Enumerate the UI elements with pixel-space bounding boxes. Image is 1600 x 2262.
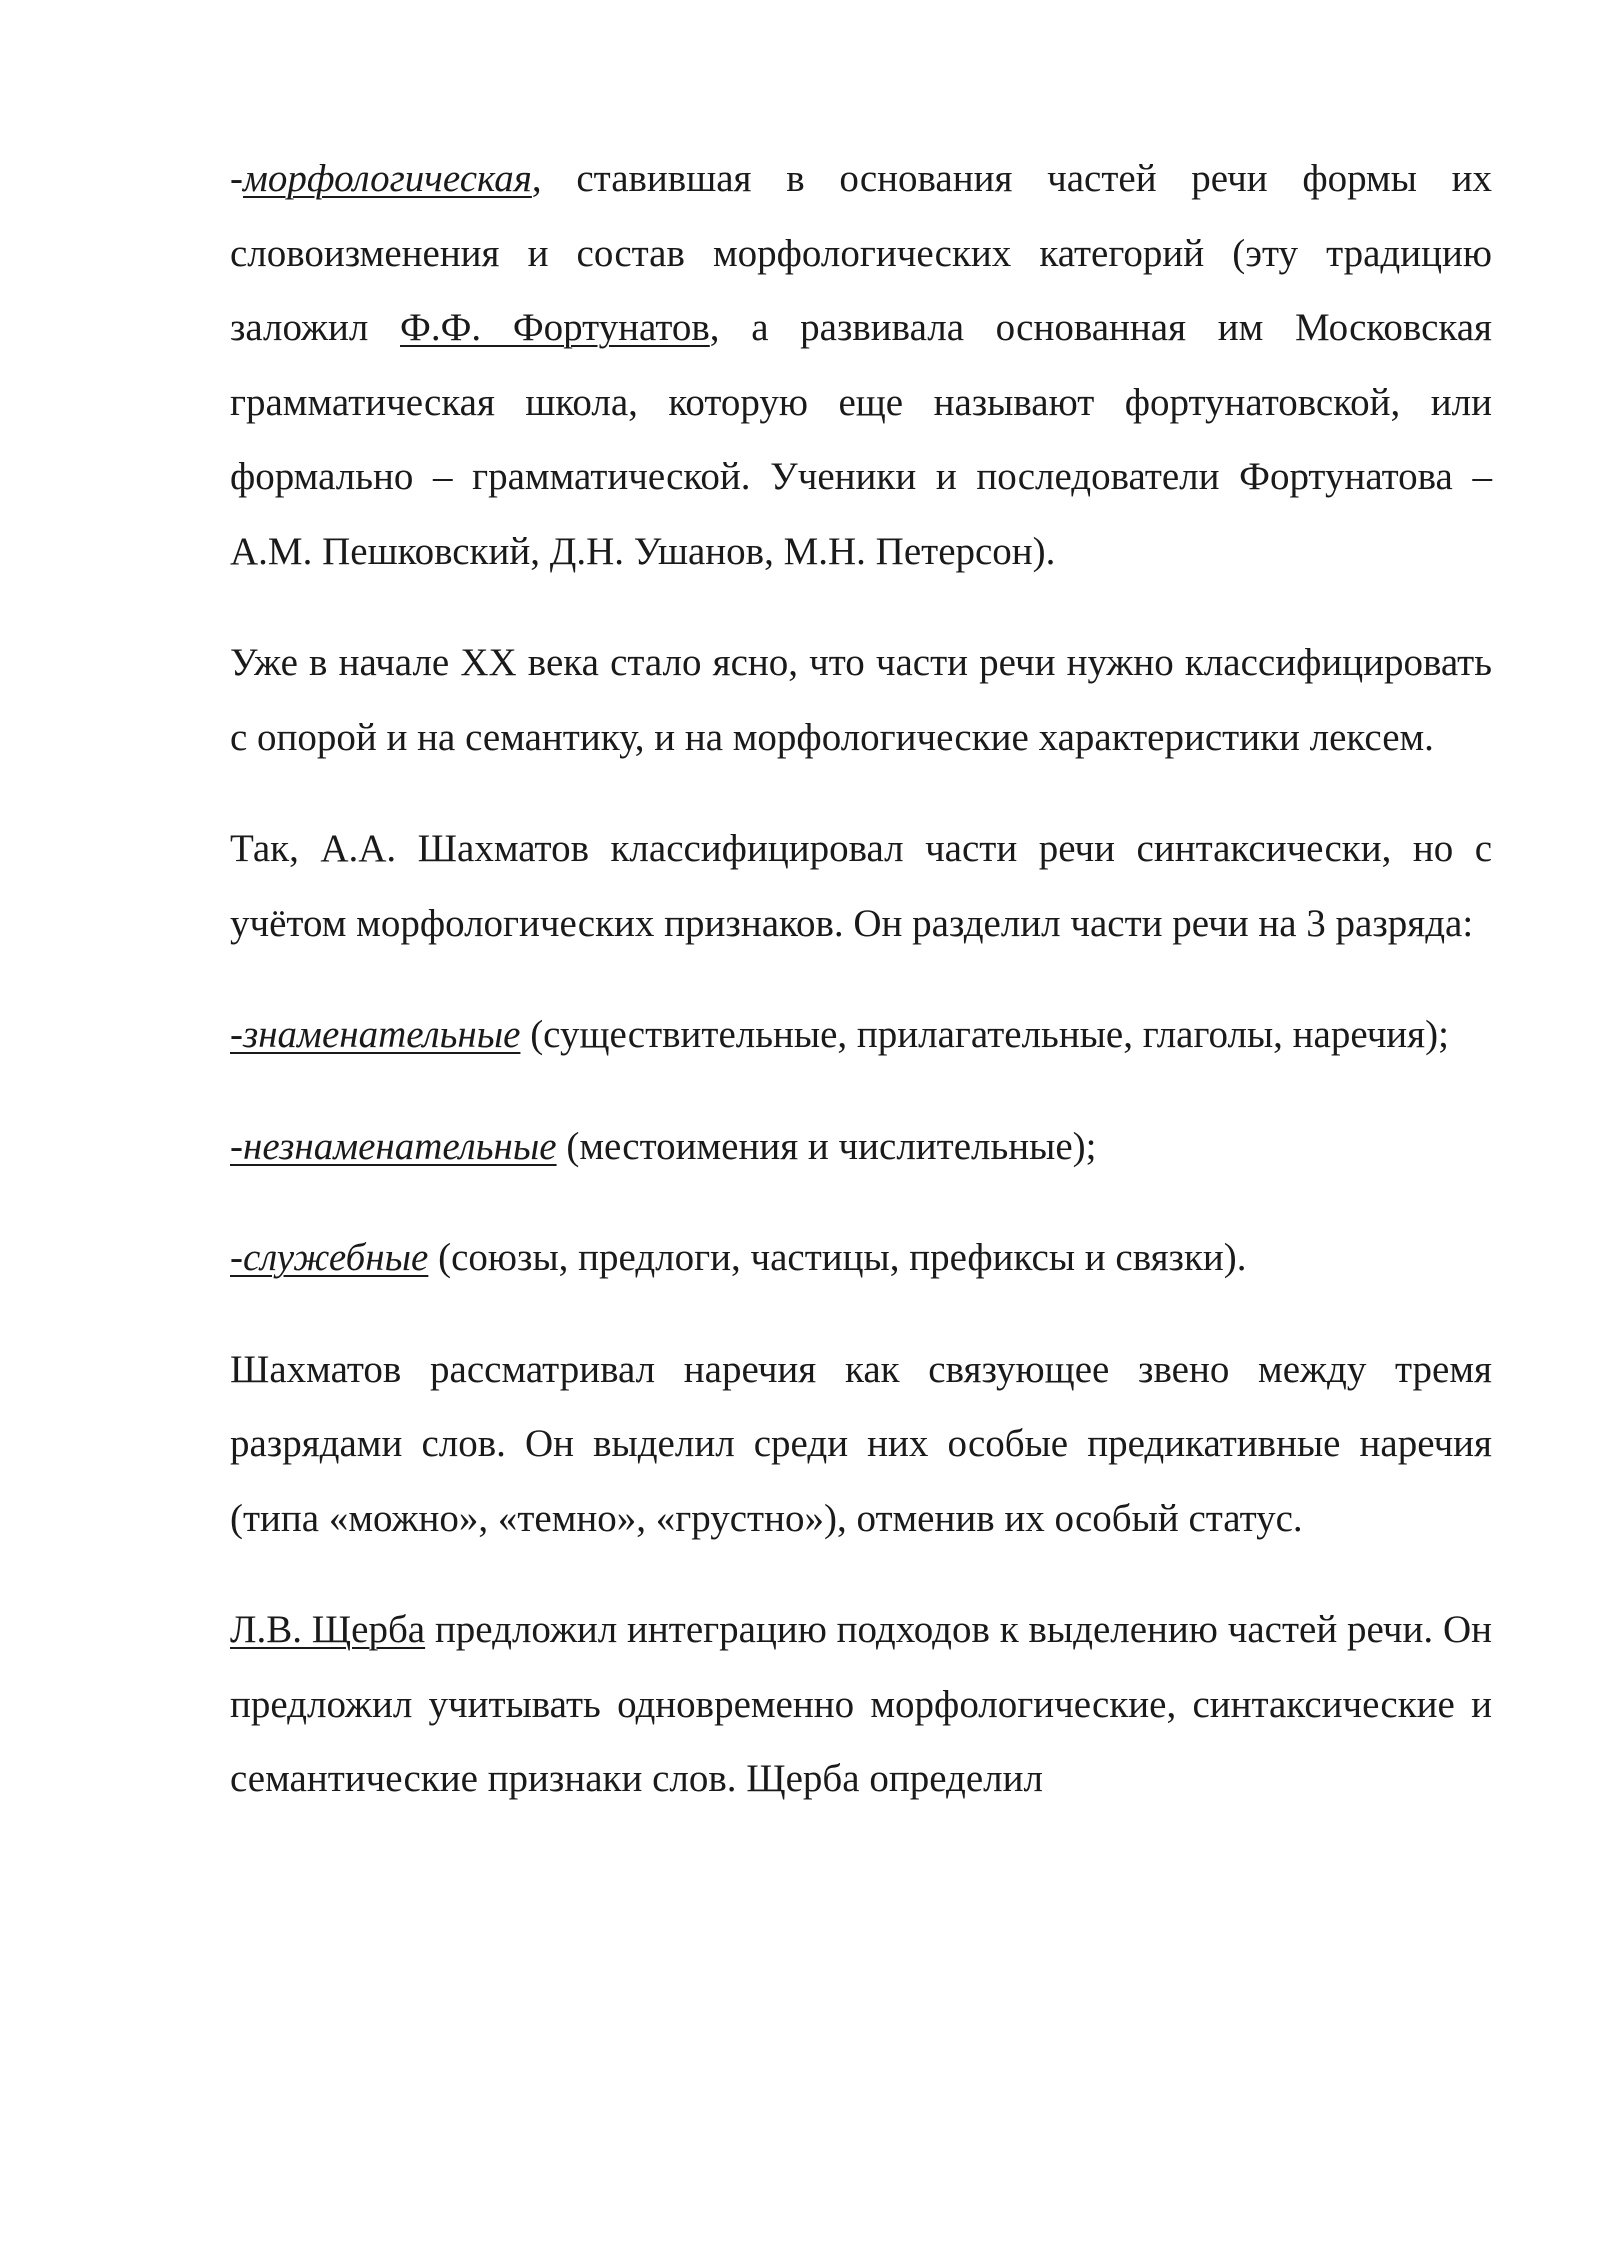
list-dash: -: [230, 157, 243, 200]
term-significant: -знаменательные: [230, 1013, 521, 1056]
term-non-significant: -незнаменательные: [230, 1124, 557, 1168]
paragraph-shcherba: [230, 1593, 1492, 1817]
document-body: [230, 142, 1492, 1854]
list-item-text: (местоимения и числительные);: [556, 1124, 1097, 1168]
list-item-auxiliary: [230, 1221, 1492, 1296]
term-auxiliary: -служебные: [230, 1236, 429, 1279]
list-item-text: (союзы, предлоги, частицы, префиксы и связки).: [428, 1236, 1247, 1279]
paragraph-morphological-tradition: [230, 142, 1492, 589]
paragraph-text: , а развивала основанная им Московская грамматическая школа, которую еще называют фортунатовской, или формально – грамматической. Ученики и последователи Фортунатова – А.М. Пешковский, Д.Н. Ушанов, М.Н. Петерсон).: [230, 306, 1492, 573]
link-shcherba[interactable]: Л.В. Щерба: [230, 1608, 426, 1651]
paragraph-shakhmatov-classification: Так, А.А. Шахматов классифицировал части речи синтаксически, но с учётом морфологических признаков. Он разделил части речи на 3 разряда:: [230, 827, 1492, 945]
paragraph-xx-century: Уже в начале XX века стало ясно, что части речи нужно классифицировать с опорой и на семантику, и на морфологические характеристики лексем.: [230, 641, 1492, 759]
list-item-text: (существительные, прилагательные, глаголы, наречия);: [520, 1013, 1449, 1056]
paragraph-text: , ставившая в основания частей речи формы их словоизменения и состав морфологических категорий (эту традицию заложил: [230, 157, 1492, 349]
list-item-non-significant: [230, 1110, 1492, 1185]
link-fortunatov[interactable]: Ф.Ф. Фортунатов: [400, 306, 710, 349]
paragraph-adverbs: Шахматов рассматривал наречия как связующее звено между тремя разрядами слов. Он выделил среди них особые предикативные наречия (типа «можно», «темно», «грустно»), отменив их особый статус.: [230, 1347, 1492, 1540]
paragraph-text: предложил интеграцию подходов к выделению частей речи. Он предложил учитывать одновременно морфологические, синтаксические и семантические признаки слов. Щерба определил: [230, 1608, 1492, 1800]
list-item-significant: [230, 998, 1492, 1073]
term-morphological: морфологическая: [243, 157, 532, 200]
